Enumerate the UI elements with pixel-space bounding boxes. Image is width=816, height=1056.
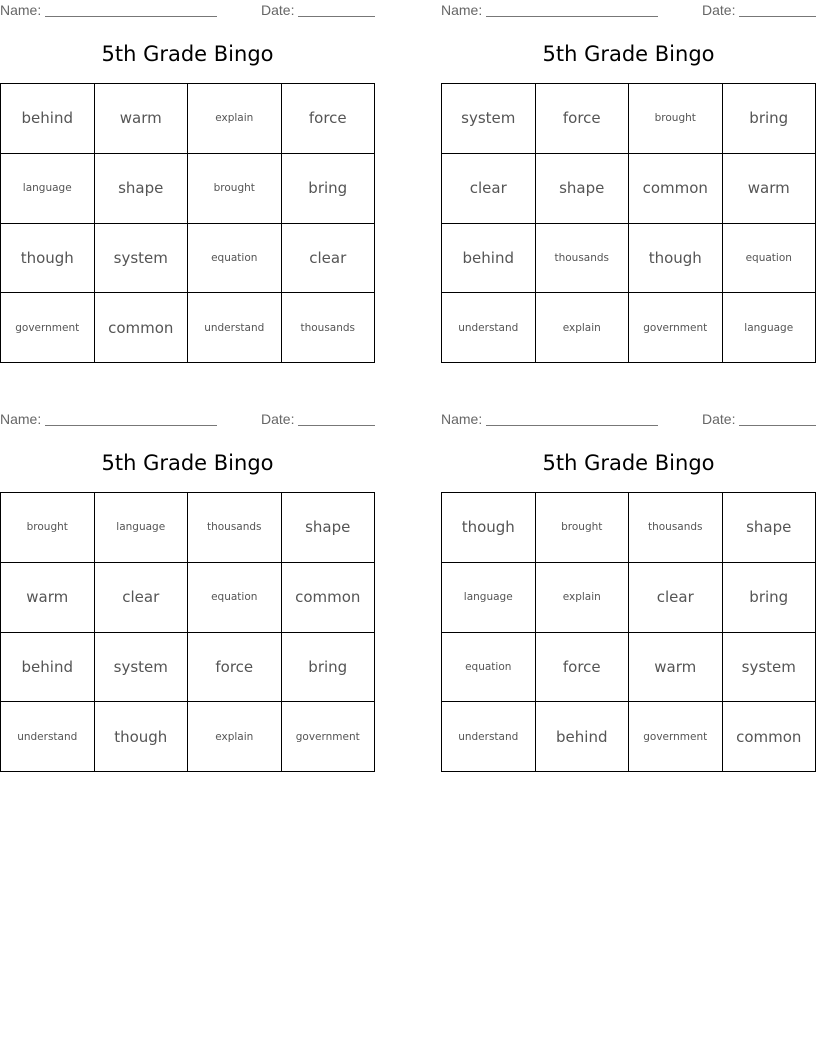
bingo-cell: thousands [536,224,630,294]
card-header [0,0,375,22]
bingo-cell: shape [723,493,816,563]
bingo-cell: behind [536,702,630,772]
bingo-cell: understand [1,702,95,772]
date-label: Date: [261,2,295,18]
bingo-cell: brought [188,154,282,224]
bingo-cell: shape [536,154,630,224]
bingo-cell: warm [629,633,723,703]
bingo-cell: shape [95,154,189,224]
name-blank-line [486,425,658,426]
bingo-cell: force [536,633,630,703]
bingo-cell: though [442,493,536,563]
bingo-cell: understand [442,293,536,363]
bingo-cell: warm [1,563,95,633]
card-title: 5th Grade Bingo [101,42,274,66]
bingo-cell: thousands [629,493,723,563]
bingo-cell: language [95,493,189,563]
bingo-card [441,409,816,746]
bingo-cell: thousands [282,293,376,363]
bingo-cell: system [95,224,189,294]
date-blank-line [739,16,816,17]
bingo-cell: clear [282,224,376,294]
card-title: 5th Grade Bingo [542,451,715,475]
bingo-cell: system [723,633,816,703]
bingo-grid [0,492,375,772]
name-label: Name: [0,2,42,18]
bingo-cell: brought [536,493,630,563]
bingo-cell: common [282,563,376,633]
date-blank-line [298,425,375,426]
name-label: Name: [0,411,42,427]
bingo-cell: government [629,702,723,772]
date-label: Date: [702,2,736,18]
bingo-cell: warm [95,84,189,154]
bingo-cell: though [95,702,189,772]
date-label: Date: [702,411,736,427]
bingo-cell: system [442,84,536,154]
bingo-cell: explain [536,563,630,633]
name-label: Name: [441,2,483,18]
bingo-cell: force [188,633,282,703]
bingo-cell: language [1,154,95,224]
date-label: Date: [261,411,295,427]
bingo-cell: brought [1,493,95,563]
bingo-cell: language [723,293,816,363]
card-header [0,409,375,431]
card-title: 5th Grade Bingo [542,42,715,66]
bingo-cell: equation [442,633,536,703]
bingo-cell: language [442,563,536,633]
bingo-cell: government [629,293,723,363]
bingo-cell: brought [629,84,723,154]
bingo-cell: behind [442,224,536,294]
bingo-cell: force [536,84,630,154]
bingo-cell: though [629,224,723,294]
bingo-cell: understand [442,702,536,772]
bingo-cell: thousands [188,493,282,563]
bingo-cell: equation [723,224,816,294]
bingo-cell: equation [188,563,282,633]
bingo-cell: explain [536,293,630,363]
bingo-cell: explain [188,84,282,154]
card-title: 5th Grade Bingo [101,451,274,475]
bingo-grid [0,83,375,363]
bingo-cell: equation [188,224,282,294]
bingo-cell: warm [723,154,816,224]
bingo-cell: shape [282,493,376,563]
bingo-cell: common [95,293,189,363]
bingo-grid [441,492,816,772]
bingo-cell: common [629,154,723,224]
date-blank-line [298,16,375,17]
bingo-cell: clear [95,563,189,633]
name-blank-line [45,16,217,17]
bingo-cell: system [95,633,189,703]
bingo-cell: common [723,702,816,772]
bingo-card [0,0,375,337]
name-blank-line [45,425,217,426]
bingo-grid [441,83,816,363]
bingo-cell: understand [188,293,282,363]
bingo-cell: behind [1,84,95,154]
bingo-cell: government [282,702,376,772]
bingo-card [441,0,816,334]
bingo-cell: behind [1,633,95,703]
bingo-cell: bring [723,84,816,154]
bingo-cell: force [282,84,376,154]
card-header [441,0,816,22]
bingo-card [0,409,375,746]
name-blank-line [486,16,658,17]
bingo-cell: explain [188,702,282,772]
bingo-cell: government [1,293,95,363]
card-header [441,409,816,431]
bingo-cell: bring [282,633,376,703]
bingo-cell: bring [282,154,376,224]
bingo-cell: clear [629,563,723,633]
name-label: Name: [441,411,483,427]
bingo-cell: though [1,224,95,294]
bingo-cell: clear [442,154,536,224]
date-blank-line [739,425,816,426]
bingo-cell: bring [723,563,816,633]
